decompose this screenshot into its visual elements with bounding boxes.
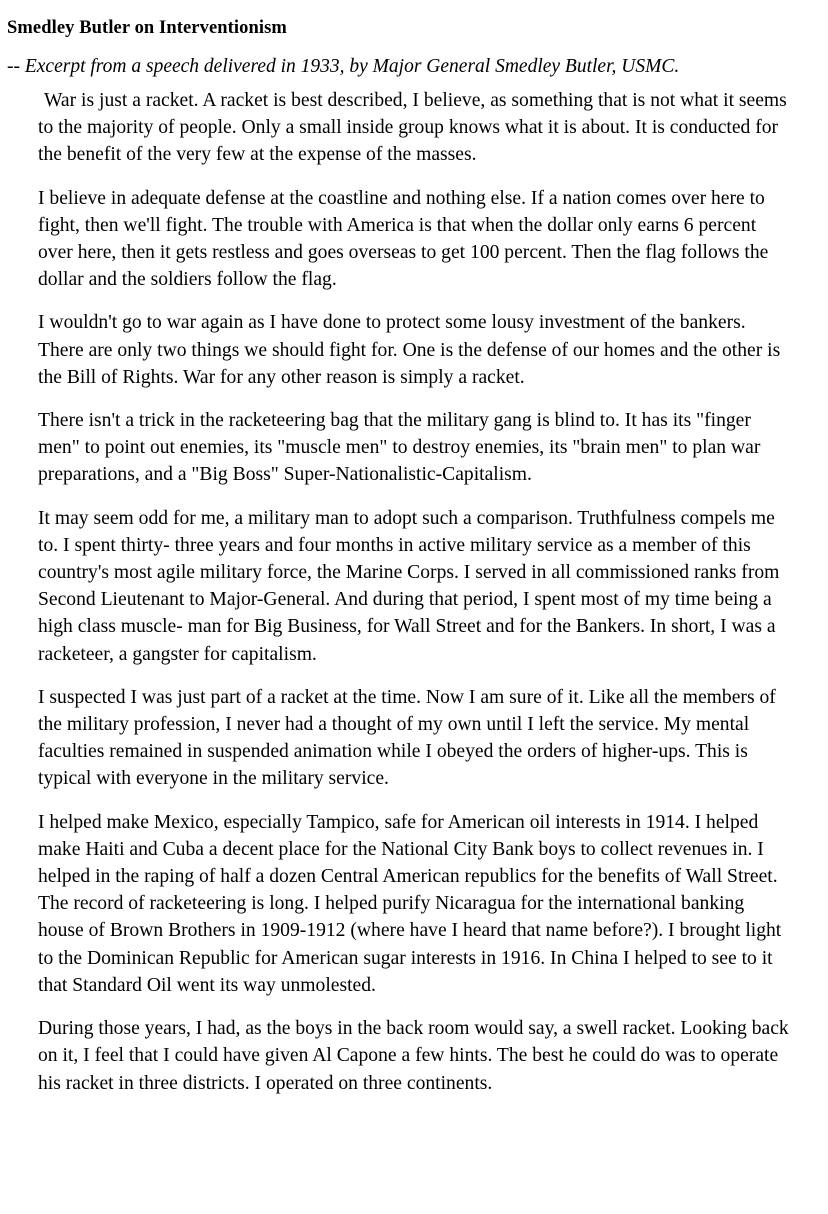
- document-body: [0, 79, 828, 1097]
- body-paragraph: There isn't a trick in the racketeering bag that the military gang is blind to. It has its "finger men" to point out enemies, its "muscle men" to destroy enemies, its "brain men" to plan war preparations, and a "Big Boss" Super-Nationalistic-Capitalism.: [38, 410, 761, 486]
- document-attribution: -- Excerpt from a speech delivered in 1933, by Major General Smedley Butler, USMC.: [7, 56, 680, 77]
- page-title: Smedley Butler on Interventionism: [7, 18, 287, 38]
- body-paragraph: During those years, I had, as the boys in the back room would say, a swell racket. Looking back on it, I feel that I could have given Al Capone a few hints. The best he could do was to operate his racket in three districts. I operated on three continents.: [38, 1018, 789, 1094]
- body-paragraph: It may seem odd for me, a military man to adopt such a comparison. Truthfulness compels me to. I spent thirty- three years and four months in active military service as a member of this country's most agile military force, the Marine Corps. I served in all commissioned ranks from Second Lieutenant to Major-General. And during that period, I spent most of my time being a high class muscle- man for Big Business, for Wall Street and for the Bankers. In short, I was a racketeer, a gangster for capitalism.: [38, 507, 780, 665]
- body-paragraph: I suspected I was just part of a racket at the time. Now I am sure of it. Like all the members of the military profession, I never had a thought of my own until I left the service. My mental faculties remained in suspended animation while I obeyed the orders of higher-ups. This is typical with everyone in the military service.: [38, 686, 776, 790]
- body-paragraph: I wouldn't go to war again as I have done to protect some lousy investment of the bankers. There are only two things we should fight for. One is the defense of our homes and the other is the Bill of Rights. War for any other reason is simply a racket.: [38, 312, 781, 388]
- body-paragraph: I believe in adequate defense at the coastline and nothing else. If a nation comes over here to fight, then we'll fight. The trouble with America is that when the dollar only earns 6 percent over here, then it gets restless and goes overseas to get 100 percent. Then the flag follows the dollar and the soldiers follow the flag.: [38, 187, 769, 291]
- body-paragraph: I helped make Mexico, especially Tampico, safe for American oil interests in 1914. I helped make Haiti and Cuba a decent place for the National City Bank boys to collect revenues in. I helped in the raping of half a dozen Central American republics for the benefits of Wall Street. The record of racketeering is long. I helped purify Nicaragua for the international banking house of Brown Brothers in 1909-1912 (where have I heard that name before?). I brought light to the Dominican Republic for American sugar interests in 1916. In China I helped to see to it that Standard Oil went its way unmolested.: [38, 811, 782, 996]
- body-paragraph: War is just a racket. A racket is best described, I believe, as something that is not what it seems to the majority of people. Only a small inside group knows what it is about. It is conducted for the benefit of the very few at the expense of the masses.: [38, 90, 787, 166]
